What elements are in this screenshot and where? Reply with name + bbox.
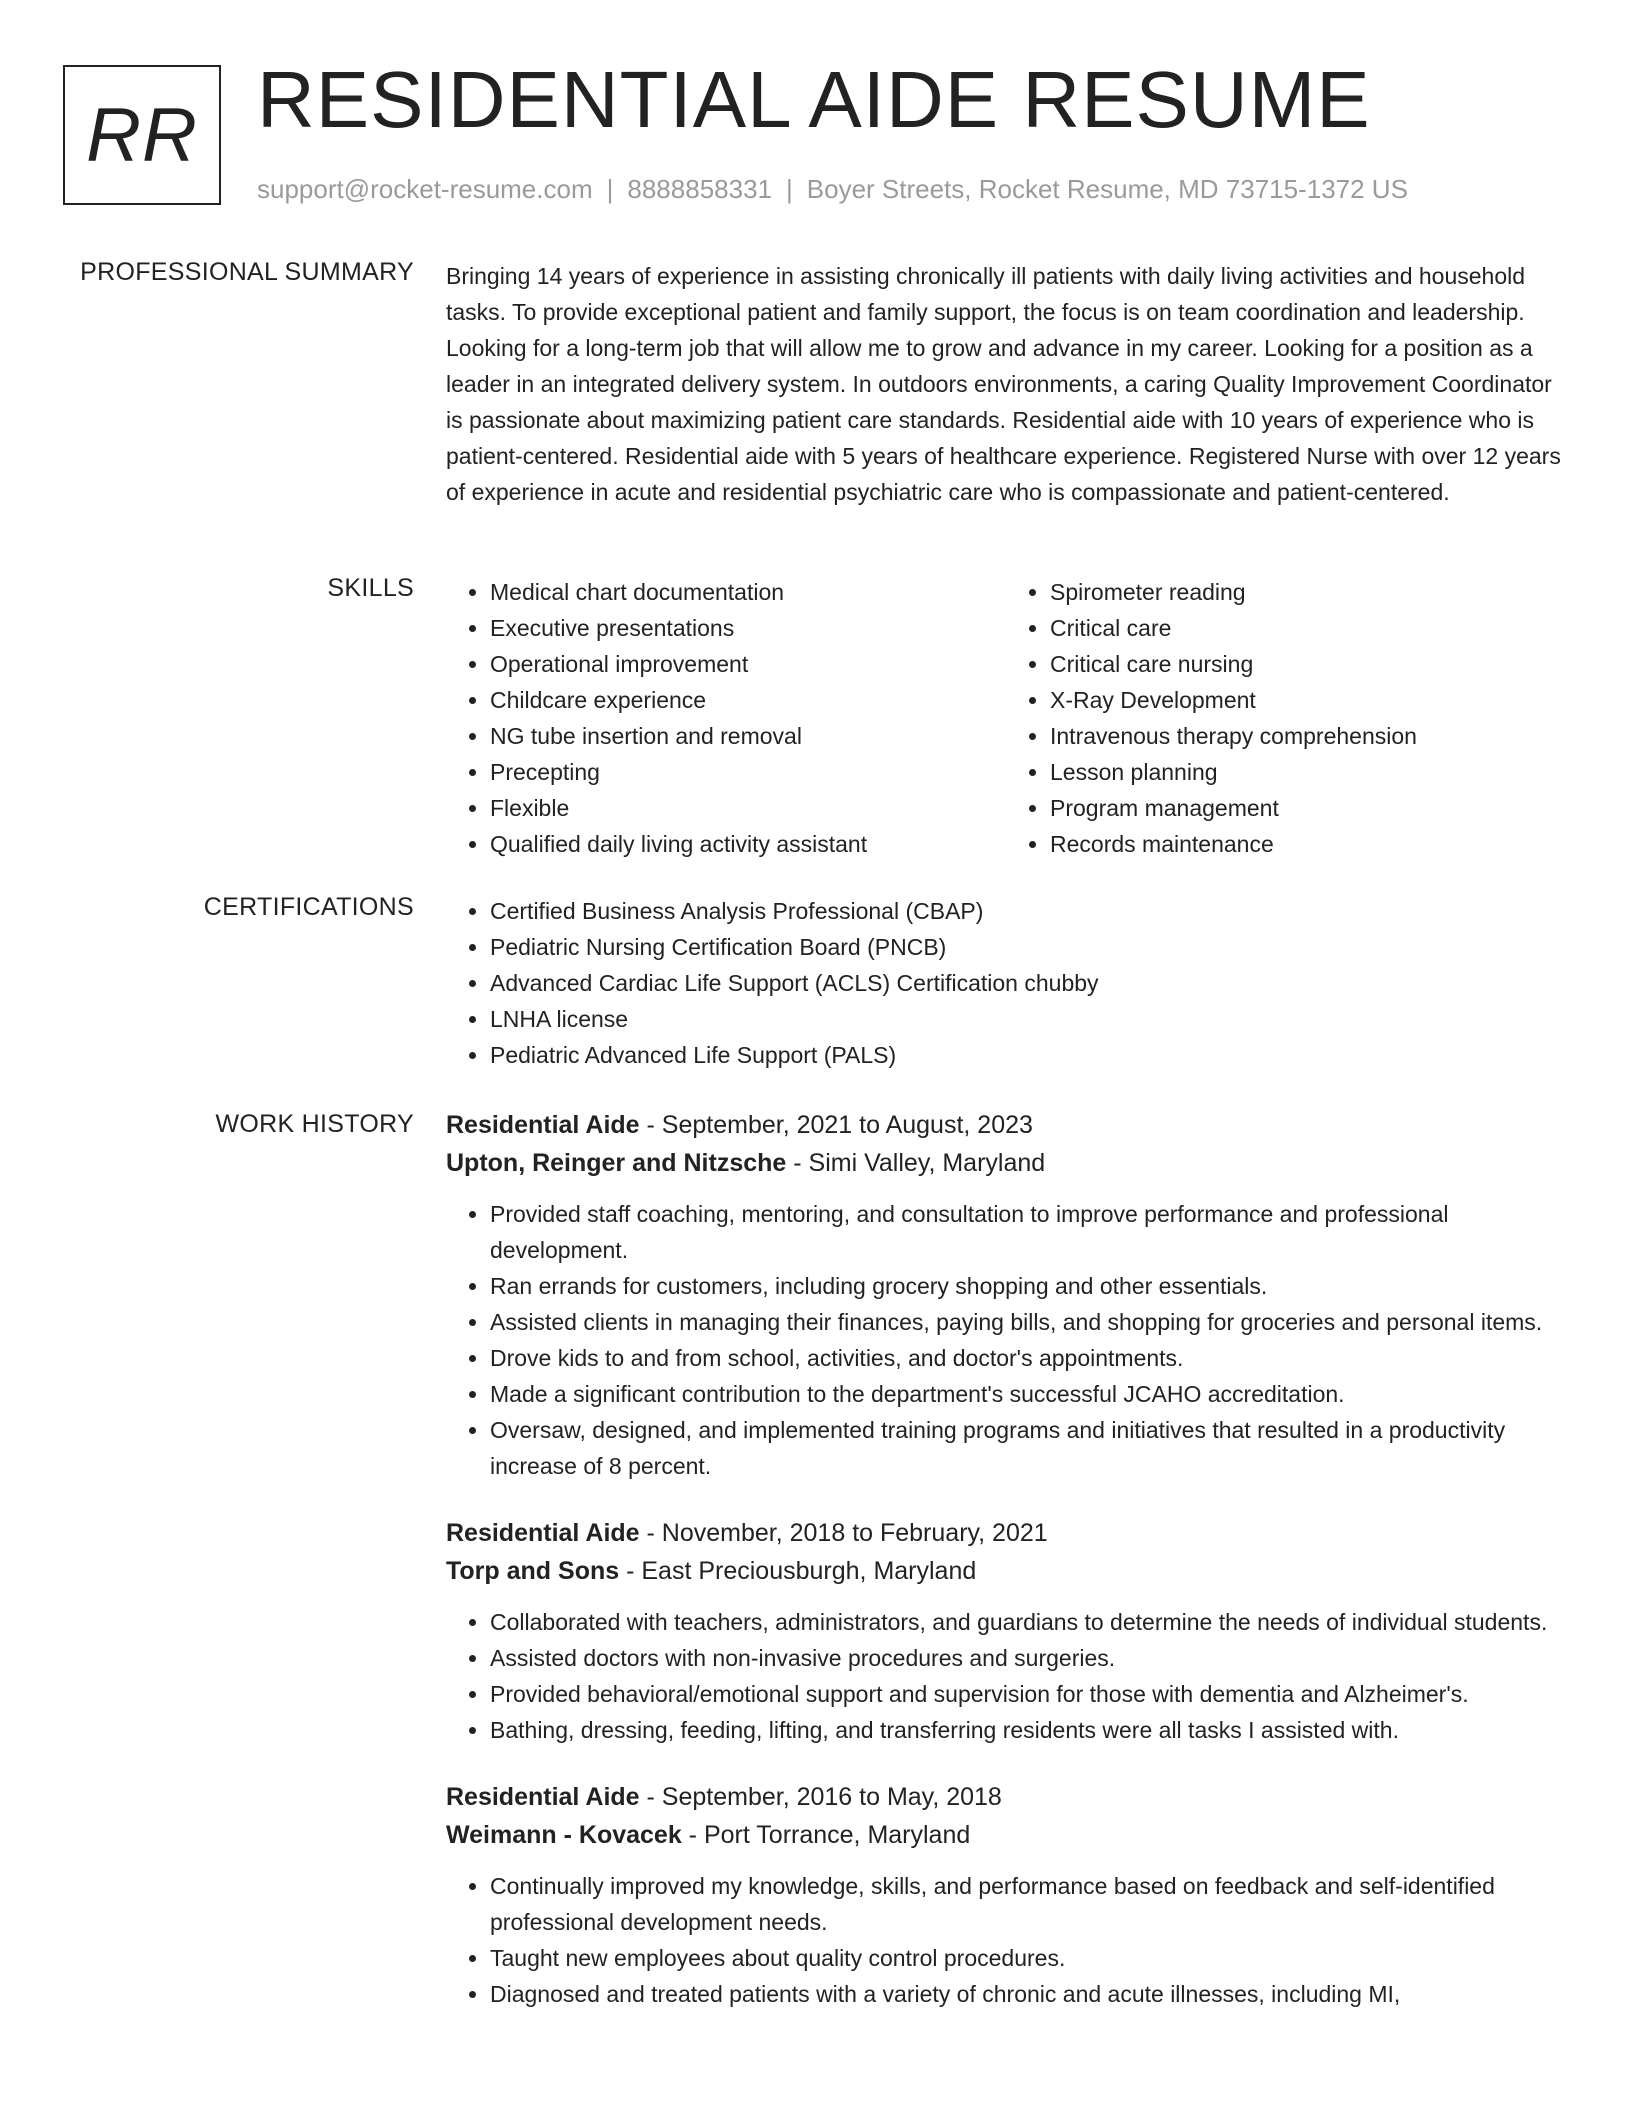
contact-phone: 8888858331 [627, 174, 772, 204]
job-bullets [446, 1868, 1566, 2012]
job-bullets [446, 1196, 1566, 1484]
summary-heading: PROFESSIONAL SUMMARY [80, 258, 414, 286]
skills-heading: SKILLS [327, 574, 414, 602]
job-dates: - November, 2018 to February, 2021 [639, 1519, 1048, 1547]
job-entry [446, 1106, 1566, 1484]
skill-item: • Spirometer reading [1050, 574, 1566, 610]
job-location: - Port Torrance, Maryland [681, 1821, 971, 1849]
contact-line [257, 174, 1408, 205]
job-company: Torp and Sons [446, 1557, 620, 1585]
skills-columns [446, 574, 1566, 862]
job-company: Weimann - Kovacek [446, 1821, 682, 1849]
certifications-list [446, 893, 1566, 1073]
job-title: Residential Aide [446, 1519, 640, 1547]
skill-item: • Operational improvement [490, 646, 1006, 682]
job-company-line [446, 1816, 1566, 1854]
skills-body [446, 574, 1566, 862]
monogram-text: RR [86, 92, 198, 178]
skill-item: • X-Ray Development [1050, 682, 1566, 718]
job-title-line [446, 1778, 1566, 1816]
job-bullet: • Assisted doctors with non-invasive procedures and surgeries. [490, 1640, 1566, 1676]
job-bullet: • Taught new employees about quality control procedures. [490, 1940, 1566, 1976]
resume-title: RESIDENTIAL AIDE RESUME [257, 55, 1371, 144]
skill-item: • Executive presentations [490, 610, 1006, 646]
job-bullet: • Provided behavioral/emotional support and supervision for those with dementia and Alzheimer's. [490, 1676, 1566, 1712]
job-company-line [446, 1552, 1566, 1590]
job-bullet: • Collaborated with teachers, administrators, and guardians to determine the needs of individual students. [490, 1604, 1566, 1640]
job-bullet: • Bathing, dressing, feeding, lifting, and transferring residents were all tasks I assisted with. [490, 1712, 1566, 1748]
certification-item: • Certified Business Analysis Professional (CBAP) [490, 893, 1566, 929]
skill-item: • Childcare experience [490, 682, 1006, 718]
job-location: - Simi Valley, Maryland [786, 1149, 1046, 1177]
job-bullet: • Assisted clients in managing their finances, paying bills, and shopping for groceries and personal items. [490, 1304, 1566, 1340]
certification-item: • Pediatric Advanced Life Support (PALS) [490, 1037, 1566, 1073]
job-company: Upton, Reinger and Nitzsche [446, 1149, 787, 1177]
contact-email: support@rocket-resume.com [257, 174, 593, 204]
job-bullet: • Oversaw, designed, and implemented training programs and initiatives that resulted in a productivity increase of 8 percent. [490, 1412, 1566, 1484]
job-title: Residential Aide [446, 1783, 640, 1811]
job-company-line [446, 1144, 1566, 1182]
job-title: Residential Aide [446, 1111, 640, 1139]
work-history-heading: WORK HISTORY [215, 1110, 414, 1138]
work-history-body [446, 1106, 1566, 2042]
skill-item: • Flexible [490, 790, 1006, 826]
skill-item: • Critical care [1050, 610, 1566, 646]
skill-item: • Precepting [490, 754, 1006, 790]
skill-item: • NG tube insertion and removal [490, 718, 1006, 754]
job-title-line [446, 1514, 1566, 1552]
skill-item: • Qualified daily living activity assistant [490, 826, 1006, 862]
skill-item: • Records maintenance [1050, 826, 1566, 862]
job-bullet: • Ran errands for customers, including grocery shopping and other essentials. [490, 1268, 1566, 1304]
contact-separator: | [786, 174, 793, 204]
skills-list-left [446, 574, 1006, 862]
skill-item: • Critical care nursing [1050, 646, 1566, 682]
job-dates: - September, 2021 to August, 2023 [639, 1111, 1033, 1139]
job-bullet: • Made a significant contribution to the department's successful JCAHO accreditation. [490, 1376, 1566, 1412]
contact-address: Boyer Streets, Rocket Resume, MD 73715-1372 US [806, 174, 1408, 204]
job-entry [446, 1778, 1566, 2012]
monogram-logo [63, 65, 221, 205]
certification-item: • LNHA license [490, 1001, 1566, 1037]
skill-item: • Medical chart documentation [490, 574, 1006, 610]
skill-item: • Program management [1050, 790, 1566, 826]
certifications-heading: CERTIFICATIONS [203, 893, 414, 921]
skill-item: • Intravenous therapy comprehension [1050, 718, 1566, 754]
job-bullets [446, 1604, 1566, 1748]
skill-item: • Lesson planning [1050, 754, 1566, 790]
job-location: - East Preciousburgh, Maryland [619, 1557, 977, 1585]
certification-item: • Pediatric Nursing Certification Board (PNCB) [490, 929, 1566, 965]
skills-list-right [1006, 574, 1566, 862]
job-title-line [446, 1106, 1566, 1144]
job-bullet: • Provided staff coaching, mentoring, and consultation to improve performance and professional development. [490, 1196, 1566, 1268]
summary-text: Bringing 14 years of experience in assisting chronically ill patients with daily living activities and household tasks. To provide exceptional patient and family support, the focus is on team coordination and leadership. Looking for a long-term job that will allow me to grow and advance in my career. Looking for a position as a leader in an integrated delivery system. In outdoors environments, a caring Quality Improvement Coordinator is passionate about maximizing patient care standards. Residential aide with 10 years of experience who is patient-centered. Residential aide with 5 years of healthcare experience. Registered Nurse with over 12 years of experience in acute and residential psychiatric care who is compassionate and patient-centered. [446, 263, 1561, 505]
job-bullet: • Continually improved my knowledge, skills, and performance based on feedback and self-identified professional development needs. [490, 1868, 1566, 1940]
contact-separator: | [606, 174, 614, 204]
job-bullet: • Drove kids to and from school, activities, and doctor's appointments. [490, 1340, 1566, 1376]
job-bullet: • Diagnosed and treated patients with a variety of chronic and acute illnesses, including MI, [490, 1976, 1566, 2012]
certification-item: • Advanced Cardiac Life Support (ACLS) Certification chubby [490, 965, 1566, 1001]
certifications-body [446, 893, 1566, 1073]
job-entry [446, 1514, 1566, 1748]
job-dates: - September, 2016 to May, 2018 [639, 1783, 1002, 1811]
